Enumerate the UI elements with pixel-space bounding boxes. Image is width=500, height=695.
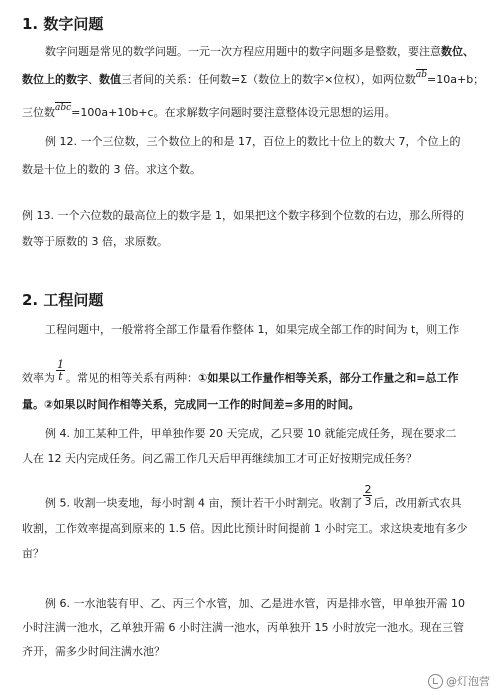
example-5-line-2: 收割，工作效率提高到原来的 1.5 倍。因此比预计时间提前 1 小时完工。求这块麦地有多少: [22, 522, 468, 535]
example-6-line-3: 齐开，需多少时间注满水池？: [22, 645, 165, 658]
section-2-line-2: 效率为 $\frac{1}{t}$ 。常见的相等关系有两种：①如果以工作量作相等关系，部分工作量之和=总工作: [22, 358, 459, 385]
overline-ab: ab: [415, 70, 428, 80]
example-4-line-1: 例 4. 加工某种工件，甲单独作要 20 天完成，乙只要 10 就能完成任务，现在要求二: [45, 427, 457, 440]
section-1-line-3: 三位数$^{\overline{abc}}$=100a+10b+c。在求解数字问题时要注意整体设元思想的运用。: [22, 103, 396, 119]
example-13-line-2: 数等于原数的 3 倍，求原数。: [22, 235, 168, 248]
fraction-one-over-t: $\frac{1}{t}$: [57, 358, 64, 383]
watermark: [428, 673, 490, 689]
section-1-heading: 1. 数字问题: [22, 15, 104, 33]
example-5-line-1: 例 5. 收割一块麦地，每小时割 4 亩，预计若干小时割完。收割了 $\frac{2}{3}$ 后，改用新式农具: [45, 483, 462, 510]
watermark-text: @灯泡营: [446, 675, 490, 688]
watermark-logo-icon: [428, 674, 443, 689]
overline-abc: abc: [55, 103, 72, 113]
section-2-line-1: 工程问题中，一般常将全部工作量看作整体 1，如果完成全部工作的时间为 t，则工作: [45, 323, 460, 336]
example-12-line-2: 数是十位上的数的 3 倍。求这个数。: [22, 163, 201, 176]
example-5-line-3: 亩？: [22, 547, 44, 560]
section-1-line-2: 数位上的数字、数值三者间的关系：任何数=Σ（数位上的数字×位权），如两位数$^{\overline{ab}}$=10a+b；: [22, 70, 485, 86]
example-13-line-1: 例 13. 一个六位数的最高位上的数字是 1，如果把这个数字移到个位数的右边，那么所得的: [22, 209, 464, 222]
section-1-line-1: 数字问题是常见的数学问题。一元一次方程应用题中的数字问题多是整数，要注意数位、: [45, 45, 474, 58]
section-2-heading: 2. 工程问题: [22, 291, 104, 309]
example-12-line-1: 例 12. 一个三位数，三个数位上的和是 17，百位上的数比十位上的数大 7，个位上的: [45, 135, 461, 148]
section-2-line-3: 量。②如果以时间作相等关系，完成同一工作的时间差=多用的时间。: [22, 398, 360, 411]
fraction-two-thirds: $\frac{2}{3}$: [364, 483, 372, 508]
example-4-line-2: 人在 12 天内完成任务。问乙需工作几天后甲再继续加工才可正好按期完成任务？: [22, 452, 417, 465]
example-6-line-1: 例 6. 一水池装有甲、乙、丙三个水管，加、乙是进水管，丙是排水管，甲单独开需 10: [45, 597, 465, 610]
example-6-line-2: 小时注满一池水，乙单独开需 6 小时注满一池水，丙单独开 15 小时放完一池水。现在三管: [22, 621, 464, 634]
